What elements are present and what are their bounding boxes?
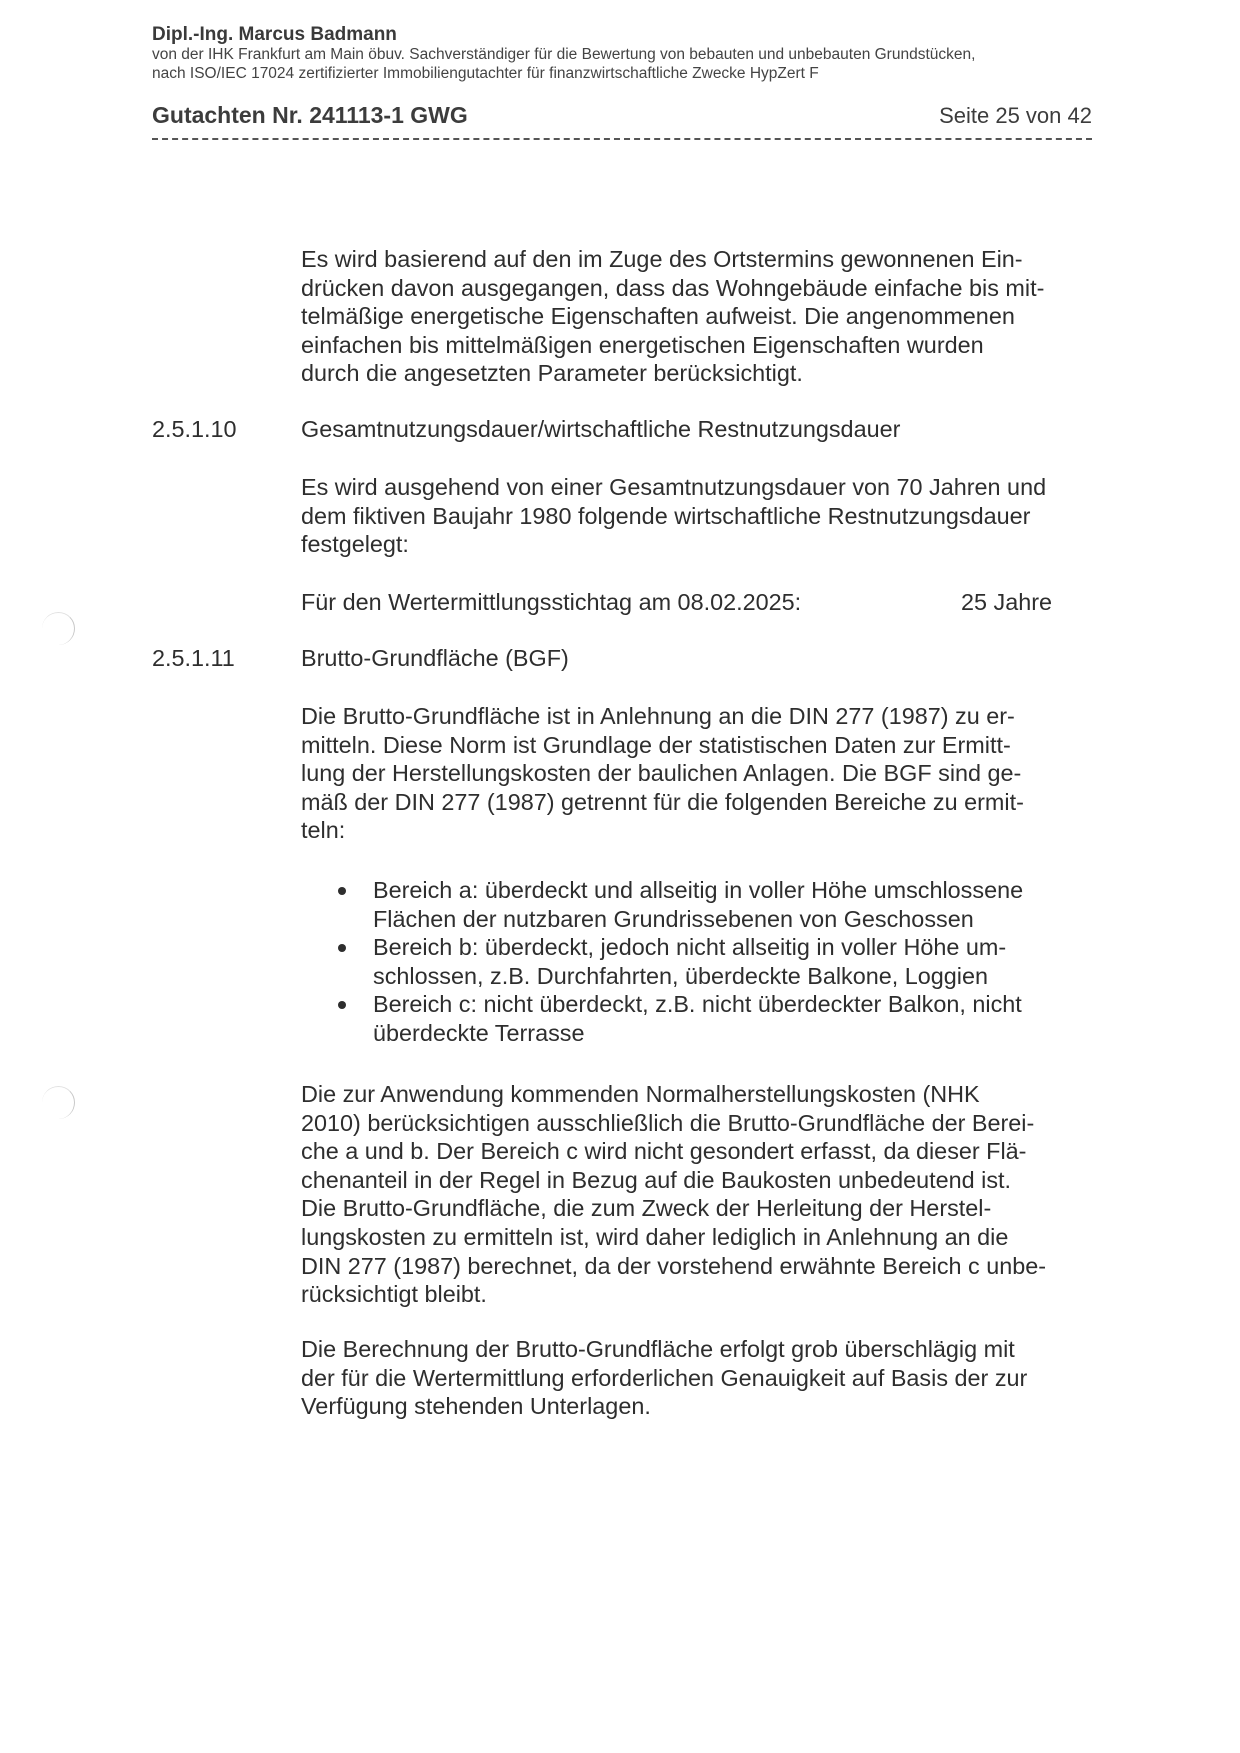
remaining-useful-life-value: 25 Jahre [961,589,1053,615]
text-line: 2010) berücksichtigen ausschließlich die Brutto-Grundfläche der Berei- [301,1109,1035,1136]
text-line: Flächen der nutzbaren Grundrissebenen von Geschossen [373,905,974,932]
text-line: Es wird ausgehend von einer Gesamtnutzungsdauer von 70 Jahren und [301,474,1047,500]
text-line: überdeckte Terrasse [373,1019,585,1046]
text-line: Die Brutto-Grundfläche ist in Anlehnung an die DIN 277 (1987) zu er- [301,703,1015,729]
punch-hole-mark [42,1086,75,1119]
section-10-paragraph [301,473,1101,559]
header-divider [152,138,1092,140]
bullet-icon [338,944,346,952]
text-line: DIN 277 (1987) berechnet, da der vorstehend erwähnte Bereich c unbe- [301,1252,1047,1279]
text-line: teln: [301,817,346,844]
page-number: Seite 25 von 42 [939,103,1092,128]
bullet-icon [338,887,346,895]
text-line: Die Brutto-Grundfläche, die zum Zweck der Herleitung der Herstel- [301,1195,992,1222]
section-title: Brutto-Grundfläche (BGF) [301,645,569,671]
text-line: che a und b. Der Bereich c wird nicht gesondert erfasst, da dieser Flä- [301,1138,1027,1165]
text-line: Bereich a: überdeckt und allseitig in voller Höhe umschlossene [373,877,1024,903]
text-line: Die Berechnung der Brutto-Grundfläche erfolgt grob überschlägig mit [301,1336,1015,1362]
text-line: Bereich b: überdeckt, jedoch nicht allseitig in voller Höhe um- [373,934,1007,961]
author-qualification-line-1: von der IHK Frankfurt am Main öbuv. Sachverständiger für die Bewertung von bebauten und unbebauten Grundstücken, [152,46,976,63]
text-line: mäß der DIN 277 (1987) getrennt für die folgenden Bereiche zu ermit- [301,788,1024,815]
text-line: lungskosten zu ermitteln ist, wird daher lediglich in Anlehnung an die [301,1223,1009,1250]
text-line: mitteln. Diese Norm ist Grundlage der statistischen Daten zur Ermitt- [301,731,1011,758]
text-line: drücken davon ausgegangen, dass das Wohngebäude einfache bis mit- [301,274,1045,301]
text-line: durch die angesetzten Parameter berücksichtigt. [301,360,803,387]
report-number: Gutachten Nr. 241113-1 GWG [152,102,468,128]
text-line: telmäßige energetische Eigenschaften aufweist. Die angenommenen [301,303,1015,330]
nhk-paragraph [301,1080,1101,1309]
section-title: Gesamtnutzungsdauer/wirtschaftliche Restnutzungsdauer [301,416,901,442]
section-number: 2.5.1.10 [152,416,237,442]
text-line: festgelegt: [301,531,409,558]
text-line: Bereich c: nicht überdeckt, z.B. nicht überdeckter Balkon, nicht [373,991,1022,1018]
author-name: Dipl.-Ing. Marcus Badmann [152,24,397,45]
bullet-icon [338,1001,346,1009]
bgf-calculation-paragraph [301,1335,1101,1421]
section-11-paragraph [301,702,1101,845]
list-item [336,933,1023,990]
text-line: Verfügung stehenden Unterlagen. [301,1393,651,1420]
text-line: einfachen bis mittelmäßigen energetischen Eigenschaften wurden [301,331,984,358]
list-item [336,876,1023,933]
text-line: Es wird basierend auf den im Zuge des Ortstermins gewonnenen Ein- [301,246,1023,272]
section-number: 2.5.1.11 [152,645,235,671]
author-qualification-line-2: nach ISO/IEC 17024 zertifizierter Immobiliengutachter für finanzwirtschaftliche Zwecke HypZert F [152,65,819,82]
text-line: lung der Herstellungskosten der baulichen Anlagen. Die BGF sind ge- [301,760,1022,787]
intro-paragraph [301,245,1101,388]
text-line: Die zur Anwendung kommenden Normalherstellungskosten (NHK [301,1081,980,1107]
text-line: rücksichtigt bleibt. [301,1281,487,1308]
text-line: der für die Wertermittlung erforderlichen Genauigkeit auf Basis der zur [301,1364,1028,1391]
text-line: schlossen, z.B. Durchfahrten, überdeckte Balkone, Loggien [373,962,989,989]
list-item [336,990,1023,1047]
valuation-date-label: Für den Wertermittlungsstichtag am 08.02.2025: [301,589,802,615]
text-line: dem fiktiven Baujahr 1980 folgende wirtschaftliche Restnutzungsdauer [301,502,1031,529]
area-category-list [336,876,1023,1048]
text-line: chenanteil in der Regel in Bezug auf die Baukosten unbedeutend ist. [301,1166,1012,1193]
punch-hole-mark [42,612,75,645]
